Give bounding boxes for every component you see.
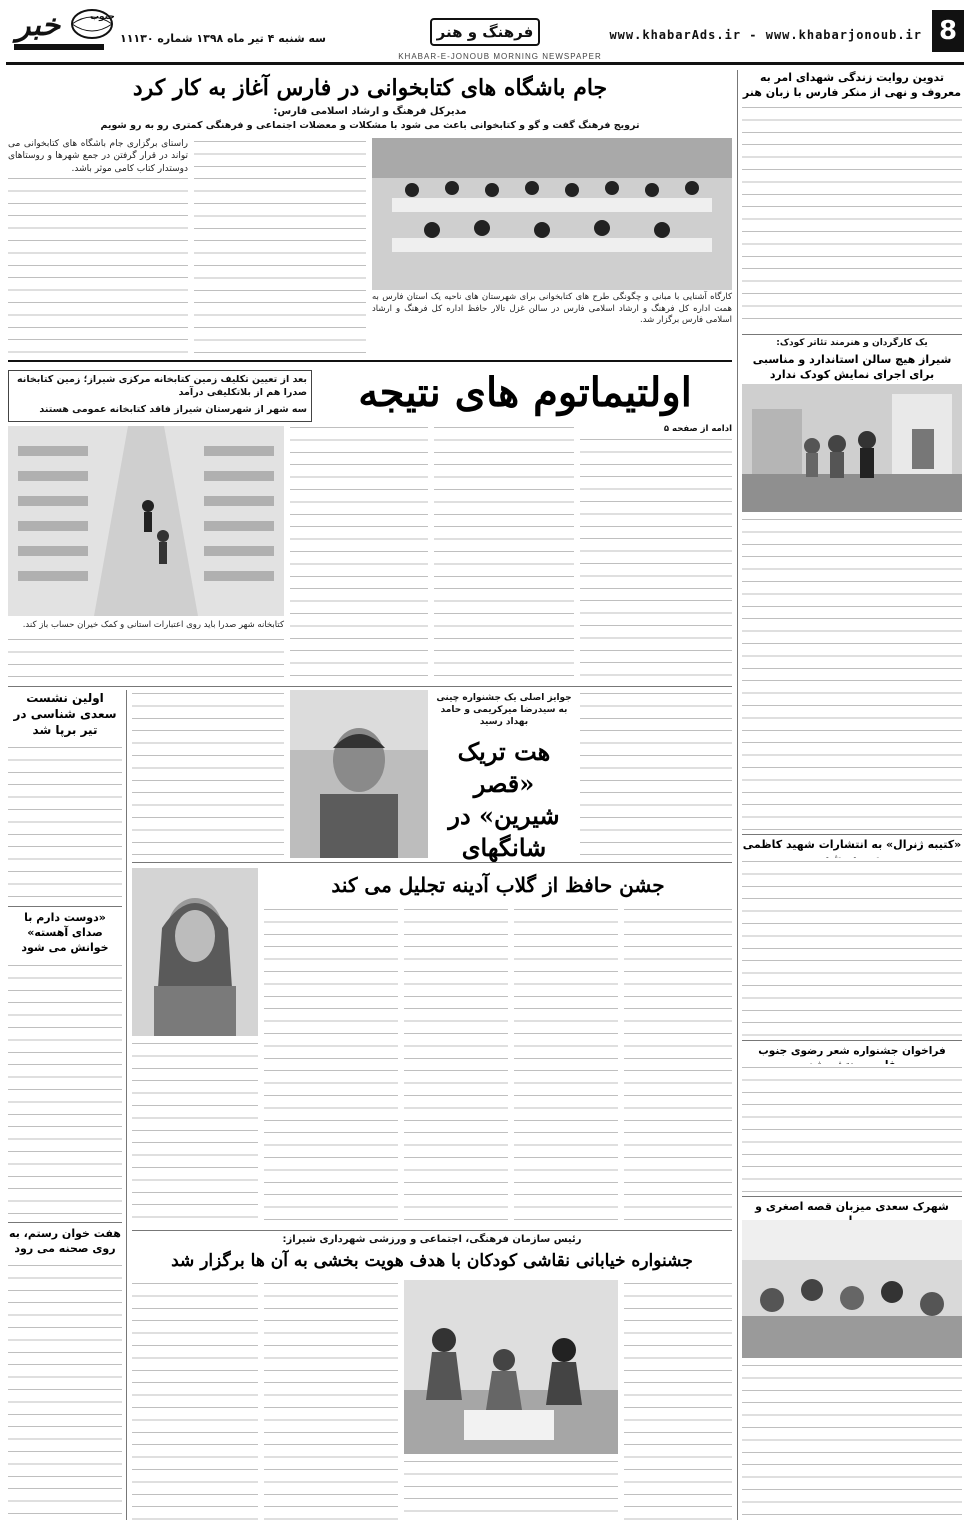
hafez-text-5 [132, 1040, 258, 1226]
left-headline-2: «دوست دارم با صدای آهسته» خوانش می شود [21, 911, 109, 954]
lead-headline: جام باشگاه های کتابخوانی در فارس آغاز به کار کرد [132, 75, 608, 101]
left-text-1 [8, 744, 122, 904]
honoree-portrait-image [132, 868, 258, 1036]
library-aisle-image [8, 426, 284, 616]
children-audience-image [742, 1220, 962, 1358]
column-divider [126, 690, 127, 1520]
page-number: 8 [932, 10, 964, 52]
right-headline-5: شهرک سعدی میزبان قصه اصغری و [755, 1200, 949, 1213]
second-kicker-box [8, 370, 312, 422]
logo-sub: جنوب [90, 12, 115, 22]
lead-text-mid [194, 138, 366, 356]
lead-text-left [8, 138, 188, 356]
dateline: سه شنبه ۴ تیر ماه ۱۳۹۸ شماره ۱۱۱۳۰ [120, 32, 326, 45]
left-text-3 [8, 1262, 122, 1520]
divider [8, 906, 122, 907]
film-text-right [580, 690, 732, 858]
right-headline-2: شیراز هیچ سالن استاندارد و مناسبی برای اجرای نمایش کودک ندارد [752, 353, 952, 381]
right-text-5 [742, 1362, 962, 1522]
divider [742, 1040, 962, 1041]
hafez-text-1 [624, 906, 732, 1226]
painting-text-3 [264, 1280, 398, 1520]
divider [8, 360, 732, 362]
right-headline-1: تدوین روایت زندگی شهدای امر به معروف و نهی از منکر فارس با زبان هنر [742, 71, 962, 99]
workshop-image [372, 138, 732, 290]
column-divider [737, 70, 738, 1520]
children-painting-image [404, 1280, 618, 1454]
hafez-text-3 [404, 906, 508, 1226]
lead-subhead: ترویج فرهنگ گفت و گو و کتابخوانی باعث می شود با مشکلات و معضلات اجتماعی و فرهنگی کمتری رو به رو شویم [100, 120, 640, 131]
second-headline: اولتیماتوم های نتیجه [358, 369, 692, 416]
second-text-2 [434, 424, 574, 682]
right-text-1 [742, 104, 962, 330]
hafez-headline: جشن حافظ از گلاب آدینه تجلیل می کند [331, 873, 665, 897]
divider [742, 1196, 962, 1197]
lead-body-start: راستای برگزاری جام باشگاه های کتابخوانی می تواند در قرار گرفتن در جمع شهرها و روستاهای دوستدار کتاب کامی موثر باشد. [8, 139, 188, 174]
masthead-rule [6, 62, 964, 65]
newspaper-logo [6, 4, 114, 56]
film-headline: هت تریک «قصر شیرین» در شانگهای [448, 737, 560, 862]
theater-stage-image [742, 384, 962, 512]
websites[interactable]: www.khabarAds.ir - www.khabarjonoub.ir [609, 28, 922, 42]
actor-portrait-image [290, 690, 428, 858]
library-photo [8, 426, 284, 616]
second-kicker-1: بعد از تعیین تکلیف زمین کتابخانه مرکزی شیراز؛ زمین کتابخانه صدرا هم از بلاتکلیفی درآمد [16, 374, 307, 398]
hafez-text-2 [514, 906, 618, 1226]
right-text-3 [742, 858, 962, 1038]
continued-label: ادامه از صفحه ۵ [663, 424, 732, 434]
divider [8, 1222, 122, 1223]
film-kicker: جوایز اصلی یک جشنواره چینی به سیدرضا میرکریمی و حامد بهداد رسید [436, 693, 572, 727]
divider [132, 862, 732, 863]
painting-text-4 [132, 1280, 258, 1520]
film-text-left [132, 690, 284, 858]
divider [132, 1230, 732, 1231]
logo-word: خبر [16, 8, 61, 43]
painting-headline: جشنواره خیابانی نقاشی کودکان با هدف هویت بخشی به آن ها برگزار شد [171, 1251, 693, 1271]
lead-kicker: مدیرکل فرهنگ و ارشاد اسلامی فارس: [273, 106, 467, 117]
theater-photo [742, 384, 962, 512]
painting-text-1 [624, 1280, 732, 1520]
honoree-photo [132, 868, 258, 1036]
right-kicker-2: یک کارگردان و هنرمند تئاتر کودک: [776, 338, 928, 348]
masthead [0, 0, 970, 66]
right-headline-3: «کتیبه ژنرال» به انتشارات شهید کاظمی [742, 838, 962, 851]
painting-text-2 [404, 1458, 618, 1520]
divider [742, 334, 962, 335]
second-text-3 [290, 424, 428, 682]
painting-kicker: رئیس سازمان فرهنگی، اجتماعی و ورزشی شهرداری شیراز: [282, 1234, 582, 1245]
painting-photo [404, 1280, 618, 1454]
right-text-2 [742, 516, 962, 832]
right-text-4 [742, 1064, 962, 1194]
second-text-1 [580, 436, 732, 682]
english-strip: KHABAR-E-JONOUB MORNING NEWSPAPER [398, 52, 602, 61]
divider [742, 834, 962, 835]
actor-photo [290, 690, 428, 858]
left-text-2 [8, 962, 122, 1220]
children-photo [742, 1220, 962, 1358]
second-text-4 [8, 636, 284, 682]
left-headline-1: اولین نشست سعدی شناسی در تیر برپا شد [13, 691, 117, 737]
right-headline-4: فراخوان جشنواره شعر رضوی جنوب [758, 1045, 946, 1057]
lead-caption: کارگاه آشنایی با مبانی و چگونگی طرح های کتابخوانی برای شهرستان های ناحیه یک استان فارس به همت اداره کل فرهنگ و ارشاد اسلامی فارس در سالن غزل تالار حافظ اداره کل فرهنگ و ارشاد اسلامی فارس برگزار شد. [372, 292, 732, 325]
hafez-text-4 [264, 906, 398, 1226]
section-title: فرهنگ و هنر [430, 18, 540, 46]
second-kicker-2: سه شهر از شهرستان شیراز فاقد کتابخانه عمومی هستند [39, 404, 307, 415]
library-caption: کتابخانه شهر صدرا باید روی اعتبارات استانی و کمک خیران حساب باز کند. [22, 620, 284, 630]
left-headline-3: هفت خوان رستم، به روی صحنه می رود [9, 1227, 121, 1255]
workshop-photo [372, 138, 732, 290]
divider [8, 686, 732, 687]
